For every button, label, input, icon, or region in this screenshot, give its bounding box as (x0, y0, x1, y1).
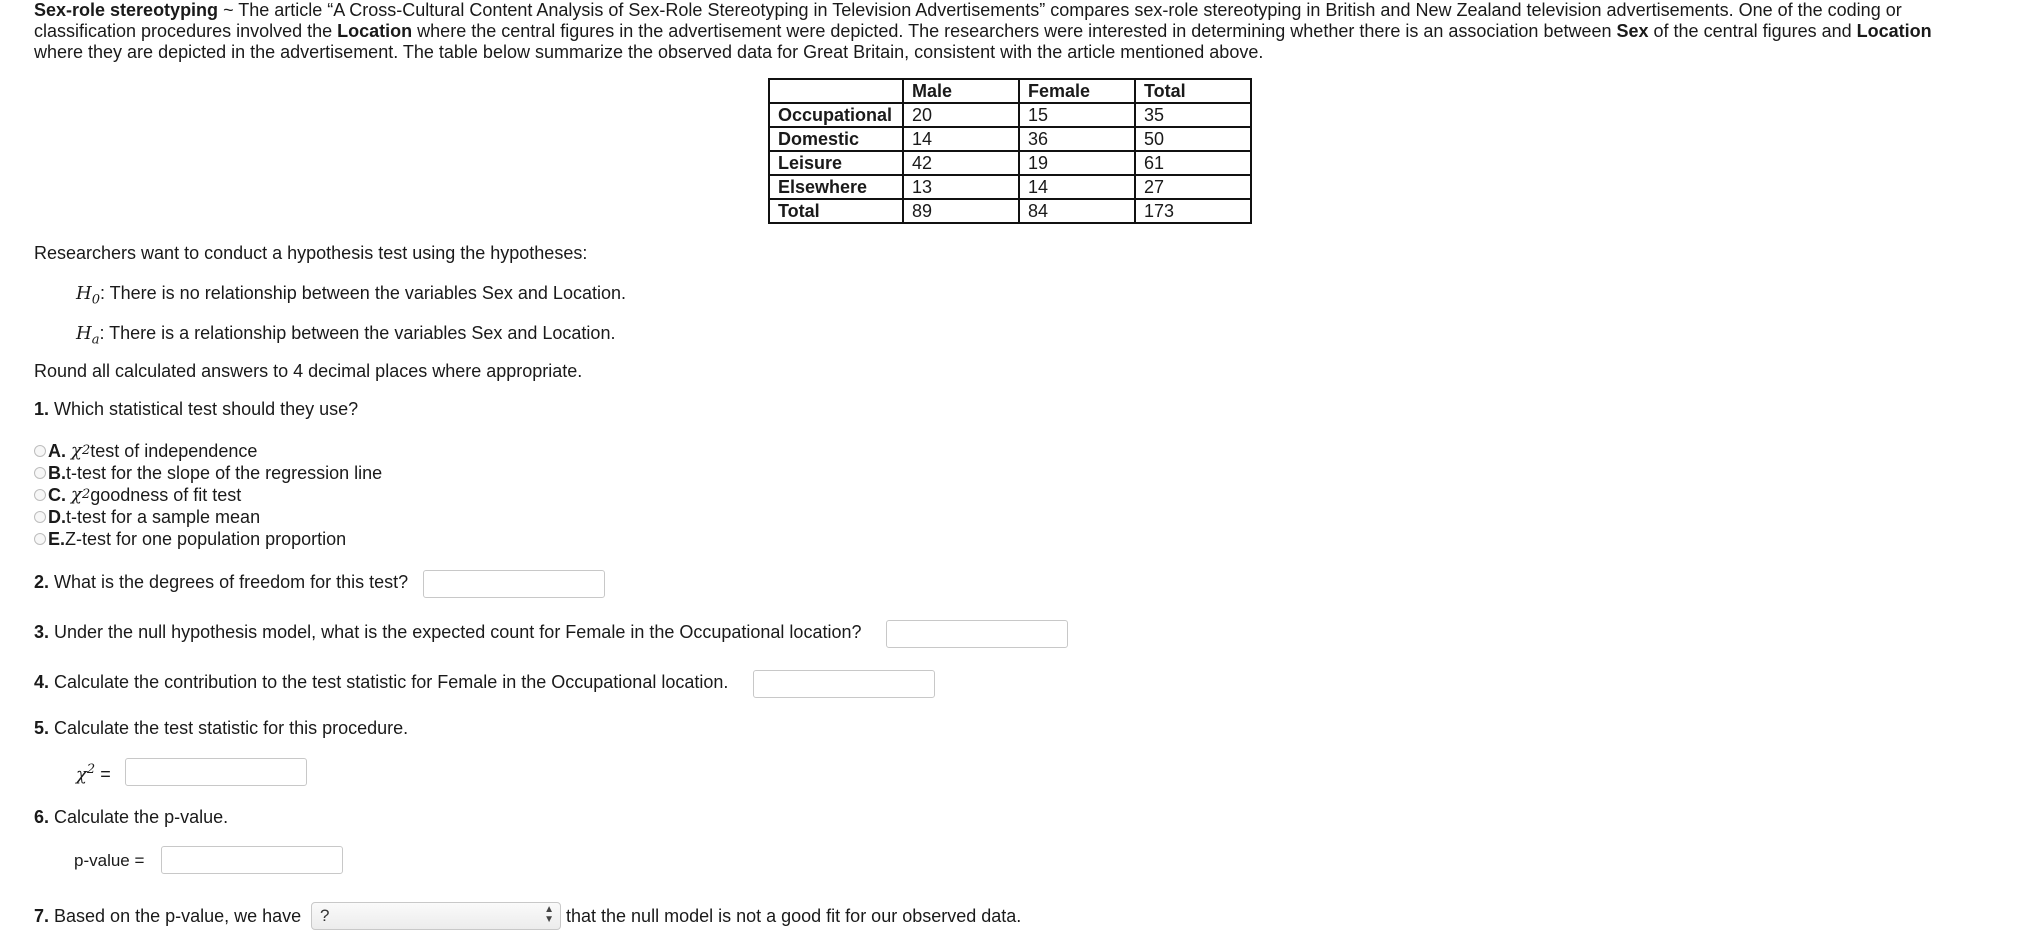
observed-data-table (768, 78, 1252, 224)
table-row (769, 151, 1251, 175)
question-7-suffix: that the null model is not a good fit for our observed data. (566, 906, 1022, 926)
row-label: Total (769, 199, 903, 223)
table-cell: 89 (903, 199, 1019, 223)
option-a[interactable]: A. χ 2 test of independence (34, 440, 257, 462)
question-1-prompt: 1. Which statistical test should they use? (34, 399, 359, 419)
table-header-row (769, 79, 1251, 103)
option-e[interactable]: E. Z-test for one population proportion (34, 528, 346, 550)
row-label: Domestic (769, 127, 903, 151)
table-cell: 15 (1019, 103, 1135, 127)
question-3-prompt: 3. Under the null hypothesis model, what is the expected count for Female in the Occupational location? (34, 622, 862, 642)
table-cell: 19 (1019, 151, 1135, 175)
question-5-prompt: 5. Calculate the test statistic for this procedure. (34, 718, 409, 738)
table-cell: 42 (903, 151, 1019, 175)
option-d[interactable]: D. t-test for a sample mean (34, 506, 260, 528)
hypotheses-lead: Researchers want to conduct a hypothesis test using the hypotheses: (34, 243, 588, 263)
row-label: Leisure (769, 151, 903, 175)
table-row (769, 127, 1251, 151)
evidence-strength-select[interactable] (311, 902, 561, 930)
table-cell: 14 (903, 127, 1019, 151)
question-2-prompt: 2. What is the degrees of freedom for this test? (34, 572, 409, 592)
table-header-cell: Total (1135, 79, 1251, 103)
table-header-cell (769, 79, 903, 103)
p-value-input[interactable] (161, 846, 343, 874)
question-4-prompt: 4. Calculate the contribution to the test statistic for Female in the Occupational location. (34, 672, 729, 692)
table-row (769, 199, 1251, 223)
radio-button[interactable] (34, 445, 46, 457)
row-label: Elsewhere (769, 175, 903, 199)
table-cell: 35 (1135, 103, 1251, 127)
option-b[interactable]: B. t-test for the slope of the regression line (34, 462, 382, 484)
select-value: ? (320, 906, 330, 925)
table-row (769, 175, 1251, 199)
radio-button[interactable] (34, 489, 46, 501)
table-cell: 14 (1019, 175, 1135, 199)
table-cell: 50 (1135, 127, 1251, 151)
expected-count-input[interactable] (886, 620, 1068, 648)
table-cell: 173 (1135, 199, 1251, 223)
row-label: Occupational (769, 103, 903, 127)
p-value-label: p-value = (74, 851, 145, 870)
table-cell: 84 (1019, 199, 1135, 223)
problem-intro: Sex-role stereotyping ~ The article “A Cross-Cultural Content Analysis of Sex-Role Stereotyping in Television Advertisements” compares sex-role stereotyping in British and New Zealand television advertisements. One of the coding or classification procedures involved the Location where the central figures in the advertisement were depicted. The researchers were interested in determining whether there is an association between Sex of the central figures and Location where they are depicted in the advertisement. The table below summarize the observed data for Great Britain, consistent with the article mentioned above. (34, 0, 1932, 62)
option-c[interactable]: C. χ 2 goodness of fit test (34, 484, 241, 506)
degrees-of-freedom-input[interactable] (423, 570, 605, 598)
table-header-cell: Male (903, 79, 1019, 103)
contribution-input[interactable] (753, 670, 935, 698)
table-cell: 36 (1019, 127, 1135, 151)
question-6-prompt: 6. Calculate the p-value. (34, 807, 229, 827)
table-header-cell: Female (1019, 79, 1135, 103)
problem-title: Sex-role stereotyping (34, 0, 219, 20)
test-statistic-label: $\chi^2$ = (76, 762, 111, 785)
select-arrows-icon: ▲ ▼ (544, 904, 554, 925)
test-statistic-input[interactable] (125, 758, 307, 786)
table-cell: 13 (903, 175, 1019, 199)
table-cell: 61 (1135, 151, 1251, 175)
table-cell: 20 (903, 103, 1019, 127)
radio-button[interactable] (34, 467, 46, 479)
table-cell: 27 (1135, 175, 1251, 199)
rounding-note: Round all calculated answers to 4 decimal places where appropriate. (34, 361, 583, 381)
alt-hypothesis: $H_a$: There is a relationship between the variables Sex and Location. (76, 323, 616, 348)
radio-button[interactable] (34, 511, 46, 523)
null-hypothesis: $H_0$: There is no relationship between the variables Sex and Location. (76, 283, 626, 308)
radio-button[interactable] (34, 533, 46, 545)
question-7-prompt: 7. Based on the p-value, we have (34, 906, 302, 926)
table-row (769, 103, 1251, 127)
